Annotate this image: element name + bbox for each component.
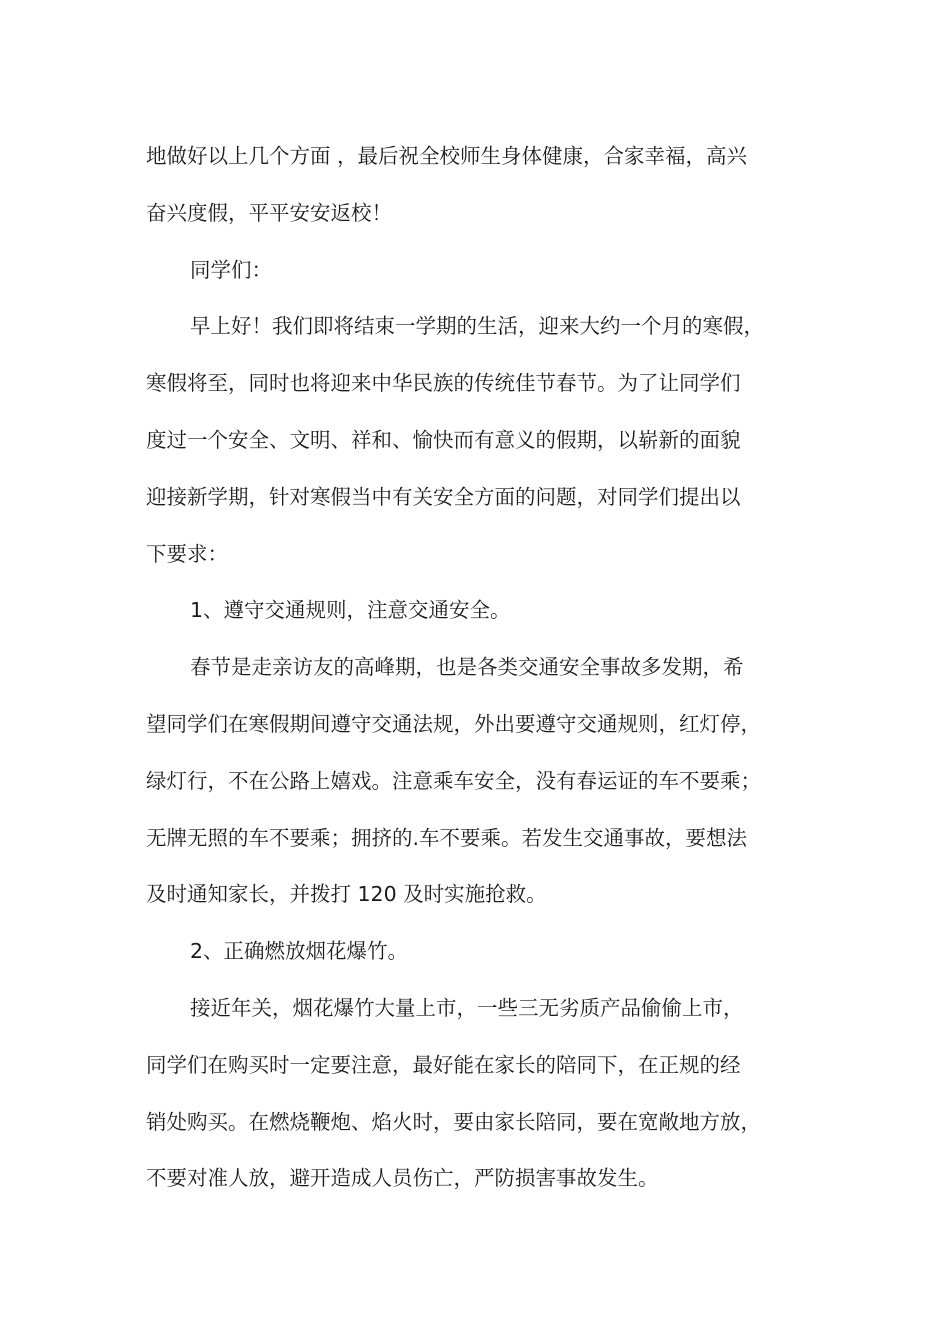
- text-line: 绿灯行，不在公路上嬉戏。注意乘车安全，没有春运证的车不要乘；: [146, 768, 761, 793]
- text-line: 地做好以上几个方面 ，最后祝全校师生身体健康，合家幸福，高兴: [146, 144, 748, 168]
- text-line: 无牌无照的车不要乘；拥挤的.车不要乘。若发生交通事故，要想法: [146, 825, 748, 850]
- text-line: 寒假将至，同时也将迎来中华民族的传统佳节春节。为了让同学们: [146, 371, 741, 396]
- section-heading: 2、正确燃放烟花爆竹。: [190, 939, 409, 964]
- text-line: 迎接新学期，针对寒假当中有关安全方面的问题，对同学们提出以: [146, 484, 741, 509]
- text-line: 销处购买。在燃烧鞭炮、焰火时，要由家长陪同，要在宽敞地方放，: [146, 1109, 761, 1134]
- text-line: 奋兴度假，平平安安返校！: [146, 200, 392, 225]
- section-heading: 1、遵守交通规则，注意交通安全。: [190, 598, 511, 623]
- salutation: 同学们：: [190, 257, 272, 282]
- text-line: 同学们在购买时一定要注意，最好能在家长的陪同下，在正规的经: [146, 1052, 741, 1077]
- text-line: 春节是走亲访友的高峰期，也是各类交通安全事故多发期，希: [190, 655, 744, 680]
- body-text: [146, 128, 810, 1207]
- text-line: 接近年关，烟花爆竹大量上市，一些三无劣质产品偷偷上市，: [190, 995, 744, 1020]
- text-line: 早上好！我们即将结束一学期的生活，迎来大约一个月的寒假，: [190, 314, 764, 339]
- text-line: 及时通知家长，并拨打 120 及时实施抢救。: [146, 882, 547, 907]
- text-line: 度过一个安全、文明、祥和、愉快而有意义的假期，以崭新的面貌: [146, 427, 741, 452]
- text-line: 望同学们在寒假期间遵守交通法规，外出要遵守交通规则，红灯停，: [146, 711, 761, 736]
- text-line: 不要对准人放，避开造成人员伤亡，严防损害事故发生。: [146, 1166, 659, 1191]
- text-line: 下要求：: [146, 541, 228, 566]
